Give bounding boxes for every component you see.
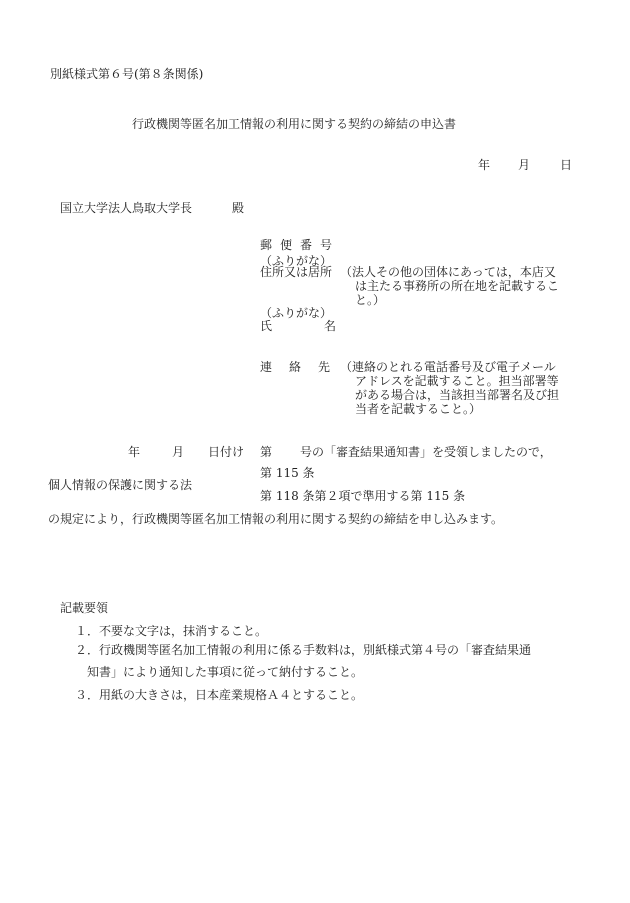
furigana-label-address: （ふりがな） [260, 254, 333, 268]
name-label: 氏名 [260, 319, 389, 333]
date-month-label: 月 [518, 158, 531, 172]
contact-note-line-2: アドレスを記載すること。担当部署等 [355, 374, 559, 388]
article-option-1: 第 115 条 [260, 466, 315, 480]
document-title: 行政機関等匿名加工情報の利用に関する契約の締結の申込書 [132, 117, 457, 131]
closing-sentence: の規定により，行政機関等匿名加工情報の利用に関する契約の締結を申し込みます。 [48, 512, 504, 526]
notes-heading: 記載要領 [60, 601, 109, 615]
postal-code-label: 郵便番号 [260, 238, 341, 252]
notice-prefix: 第 [260, 445, 273, 459]
contact-note-line-3: がある場合は，当該担当部署名及び担 [355, 388, 560, 402]
contact-note-line-4: 当者を記載すること。） [355, 402, 482, 416]
address-label: 住所又は居所 [260, 265, 333, 279]
notes-item-2: ２．行政機関等匿名加工情報の利用に係る手数料は，別紙様式第４号の「審査結果通 [75, 643, 532, 657]
addressee-name: 国立大学法人鳥取大学長 [60, 201, 193, 215]
body-date-suffix: 日付け [208, 445, 245, 459]
contact-note-line-1: （連絡のとれる電話番号及び電子メール [340, 360, 556, 374]
article-option-2: 第 118 条第２項で準用する第 115 条 [260, 489, 466, 503]
law-name: 個人情報の保護に関する法 [48, 478, 193, 492]
notice-text: 号の「審査結果通知書」を受領しましたので， [300, 445, 552, 459]
address-note-line-2: は主たる事務所の所在地を記載するこ [355, 279, 560, 293]
contact-label: 連絡先 [260, 360, 348, 374]
addressee-honorific: 殿 [232, 201, 245, 215]
notes-item-2-continued: 知書」により通知した事項に従って納付すること。 [87, 665, 364, 679]
body-date-year: 年 [128, 445, 141, 459]
address-note-line-1: （法人その他の団体にあっては，本店又 [340, 265, 556, 279]
furigana-label-name: （ふりがな） [260, 306, 333, 320]
notes-item-3: ３．用紙の大きさは，日本産業規格Ａ４とすること。 [75, 688, 364, 702]
notes-item-1: １．不要な文字は，抹消すること。 [75, 624, 268, 638]
body-date-month: 月 [172, 445, 185, 459]
form-number: 別紙様式第６号(第８条関係) [50, 67, 204, 81]
date-year-label: 年 [478, 158, 491, 172]
date-day-label: 日 [560, 158, 573, 172]
address-note-line-3: と。） [355, 293, 386, 307]
